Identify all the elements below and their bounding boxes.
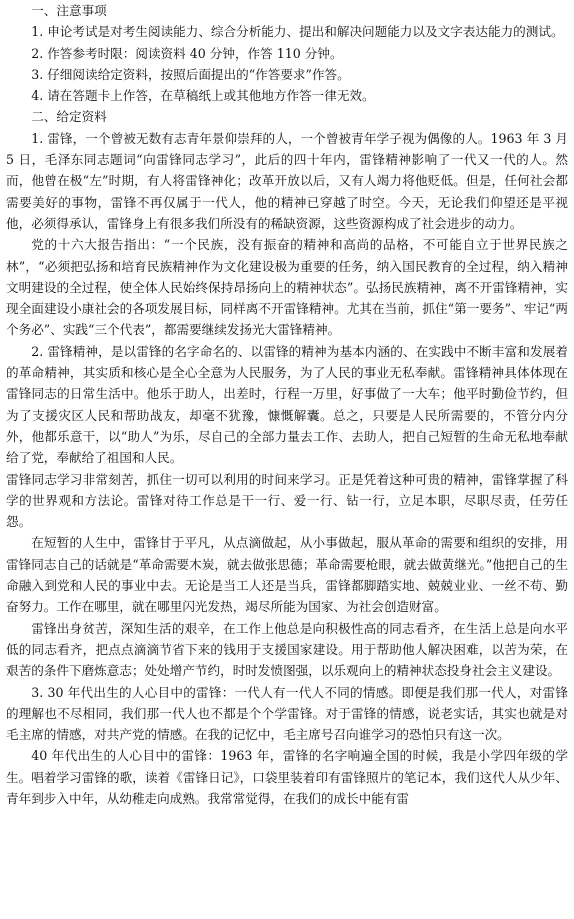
material-paragraph: 党的十六大报告指出：“一个民族，没有振奋的精神和高尚的品格，不可能自立于世界民族之林”，“必须把弘扬和培育民族精神作为文化建设极为重要的任务，纳入国民教育的全过程，纳入精神文明建设的全过程，使全体人民始终保持昂扬向上的精神状态”。弘扬民族精神，离不开雷锋精神，实现全面建设小康社会的各项发展目标，同样离不开雷锋精神。尤其在当前，抓住“第一要务”、牢记“两个务必”、实践“三个代表”，都需要继续发扬光大雷锋精神。 [6,237,568,338]
notice-heading: 一、注意事项 [31,3,107,18]
material-paragraph: 雷锋同志学习非常刻苦，抓住一切可以利用的时间来学习。正是凭着这种可贵的精神，雷锋掌握了科学的世界观和方法论。雷锋对待工作总是干一行、爱一行、钻一行，立足本职，尽职尽责，任劳任怨。 [6,471,568,530]
material-paragraph: 雷锋出身贫苦，深知生活的艰辛，在工作上他总是向积极性高的同志看齐，在生活上总是向水平低的同志看齐，把点点滴滴节省下来的钱用于支援国家建设。用于帮助他人解决困难，以苦为荣，在艰苦的条件下磨炼意志；处处增产节约，时时发愤图强，以乐观向上的精神状态投身社会主义建设。 [6,620,568,679]
material-paragraph: 2. 雷锋精神，是以雷锋的名字命名的、以雷锋的精神为基本内涵的、在实践中不断丰富和发展着的革命精神，其实质和核心是全心全意为人民服务，为了人民的事业无私奉献。雷锋精神具体体现在雷锋同志的日常生活中。他乐于助人，出差时，行程一万里，好事做了一大车；他平时勤俭节约，但为了支援灾区人民和帮助战友，却毫不犹豫，慷慨解囊。总之，只要是人民所需要的，不管分内分外，他都乐意干，以“助人”为乐，尽自己的全部力量去工作、去助人，把自己短暂的生命无私地奉献给了党，奉献给了祖国和人民。 [6,343,568,466]
materials-body [6,128,568,810]
notice-item: 4. 请在答题卡上作答，在草稿纸上或其他地方作答一律无效。 [31,88,375,104]
notice-item: 3. 仔细阅读给定资料，按照后面提出的“作答要求”作答。 [31,66,350,82]
material-paragraph: 3. 30 年代出生的人心目中的雷锋：一代人有一代人不同的情感。即便是我们那一代人，对雷锋的理解也不尽相同，我们那一代人也不都是个个学雷锋。对于雷锋的情感，说老实话，其实也就是对毛主席的情感，对共产党的情感。在我的记忆中，毛主席号召向谁学习的恐怕只有这一次。 [6,684,568,743]
notice-list [6,21,568,106]
notice-item: 2. 作答参考时限：阅读资料 40 分钟，作答 110 分钟。 [31,45,343,61]
materials-heading: 二、给定资料 [31,109,107,125]
notice-item: 1. 申论考试是对考生阅读能力、综合分析能力、提出和解决问题能力以及文字表达能力的测试。 [31,24,564,40]
material-paragraph: 1. 雷锋，一个曾被无数有志青年景仰崇拜的人，一个曾被青年学子视为偶像的人。1963 年 3 月 5 日，毛泽东同志题词“向雷锋同志学习”，此后的四十年内，雷锋精神影响了一代又一代的人。然而，他曾在极“左”时期，有人将雷锋神化；改革开放以后，又有人竭力将他贬低。但是，任何社会都需要美好的事物，雷锋不再仅属于一代人，他的精神已穿越了时空。今天，无论我们仰望还是平视他，必须得承认，雷锋身上有很多我们所没有的稀缺资源，这些资源构成了社会进步的动力。 [6,130,568,231]
material-paragraph: 40 年代出生的人心目中的雷锋：1963 年，雷锋的名字响遍全国的时候，我是小学四年级的学生。唱着学习雷锋的歌，读着《雷锋日记》，口袋里装着印有雷锋照片的笔记本，我们这代人从少年、青年到步入中年，从幼稚走向成熟。我常常觉得，在我们的成长中能有雷 [6,748,568,806]
material-paragraph: 在短暂的人生中，雷锋甘于平凡，从点滴做起，从小事做起，服从革命的需要和组织的安排，用雷锋同志自己的话就是“革命需要木炭，就去做张思德；革命需要枪眼，就去做黄继光。”他把自己的生命融入到党和人民的事业中去。无论是当工人还是当兵，雷锋都脚踏实地、兢兢业业、一丝不苟、勤奋努力。工作在哪里，就在哪里闪光发热，竭尽所能为国家、为社会创造财富。 [6,535,568,615]
